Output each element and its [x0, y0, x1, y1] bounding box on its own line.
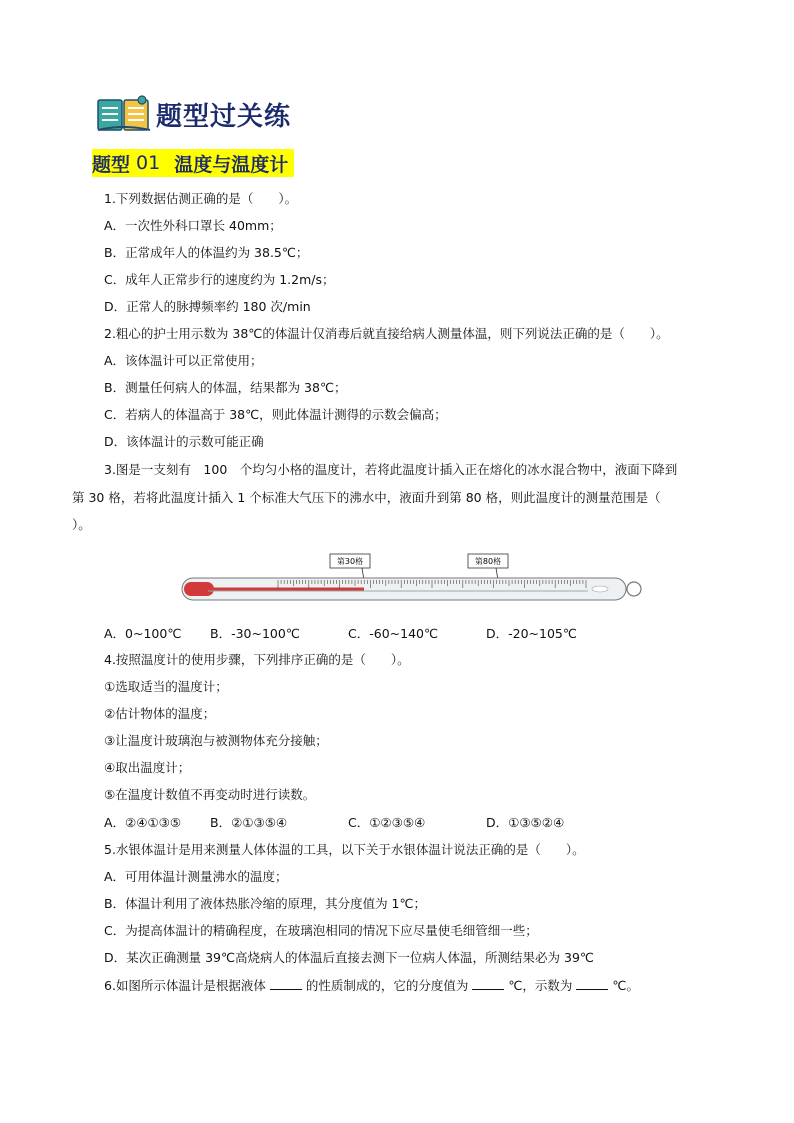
q6-blank-1[interactable] [270, 977, 302, 990]
q6-blank-3[interactable] [576, 977, 608, 990]
q5-option-c: C．为提高体温计的精确程度，在玻璃泡相同的情况下应尽量使毛细管细一些； [104, 923, 538, 938]
book-icon [96, 94, 152, 134]
section-title: 温度与温度计 [174, 153, 289, 176]
label-30: 第30格 [336, 557, 364, 566]
q4-option-a: A．②④①③⑤ [104, 815, 182, 830]
q3-option-c: C．-60~140℃ [348, 626, 439, 641]
q3-stem-line3: ）。 [72, 517, 91, 532]
q4-stem: 4.按照温度计的使用步骤，下列排序正确的是（ ）。 [104, 652, 410, 667]
q2-option-a: A．该体温计可以正常使用； [104, 353, 263, 368]
q5-option-b: B．体温计利用了液体热胀冷缩的原理，其分度值为 1℃； [104, 896, 427, 911]
q3-option-b: B．-30~100℃ [210, 626, 300, 641]
q6-stem [104, 977, 639, 994]
q2-stem: 2.粗心的护士用示数为 38℃的体温计仅消毒后就直接给病人测量体温，则下列说法正确的是（ ）。 [104, 326, 669, 341]
q1-stem: 1.下列数据估测正确的是（ ）。 [104, 191, 298, 206]
section-heading [92, 149, 294, 177]
label-80: 第80格 [474, 557, 502, 566]
mercury-column [208, 588, 364, 591]
q3-option-d: D．-20~105℃ [486, 626, 577, 641]
q4-step-4: ④取出温度计； [104, 760, 191, 775]
section-label: 题型 [92, 153, 131, 176]
q1-option-b: B．正常成年人的体温约为 38.5℃； [104, 245, 309, 260]
page-header [96, 92, 291, 136]
q6-part-2: 的性质制成的，它的分度值为 [305, 978, 469, 993]
thermometer-figure [178, 548, 646, 604]
q3-stem-line1: 3.图是一支刻有 100 个均匀小格的温度计，若将此温度计插入正在熔化的冰水混合物中，液面下降到 [104, 462, 678, 477]
q4-option-b: B．②①③⑤④ [210, 815, 288, 830]
page-title: 题型过关练 [156, 101, 292, 132]
q4-option-d: D．①③⑤②④ [486, 815, 565, 830]
q4-option-c: C．①②③⑤④ [348, 815, 426, 830]
q3-option-a: A．0~100℃ [104, 626, 182, 641]
q6-part-1: 6.如图所示体温计是根据液体 [104, 978, 266, 993]
q6-blank-2[interactable] [472, 977, 504, 990]
q6-part-3: ℃，示数为 [508, 978, 573, 993]
q4-step-5: ⑤在温度计数值不再变动时进行读数。 [104, 787, 316, 802]
q5-option-d: D．某次正确测量 39℃高烧病人的体温后直接去测下一位病人体温，所测结果必为 39℃ [104, 950, 594, 965]
q5-stem: 5.水银体温计是用来测量人体体温的工具，以下关于水银体温计说法正确的是（ ）。 [104, 842, 585, 857]
q2-option-c: C．若病人的体温高于 38℃，则此体温计测得的示数会偏高； [104, 407, 447, 422]
q4-step-2: ②估计物体的温度； [104, 706, 216, 721]
q1-option-a: A．一次性外科口罩长 40mm； [104, 218, 282, 233]
q2-option-b: B．测量任何病人的体温，结果都为 38℃； [104, 380, 347, 395]
thermometer-loop [627, 582, 641, 596]
q1-option-d: D．正常人的脉搏频率约 180 次/min [104, 299, 311, 314]
q4-step-3: ③让温度计玻璃泡与被测物体充分接触； [104, 733, 328, 748]
q6-part-4: ℃。 [612, 978, 639, 993]
q2-option-d: D．该体温计的示数可能正确 [104, 434, 264, 449]
q3-stem-line2: 第 30 格，若将此温度计插入 1 个标准大气压下的沸水中，液面升到第 80 格，则此温度计的测量范围是（ [72, 490, 661, 505]
q4-step-1: ①选取适当的温度计； [104, 679, 228, 694]
section-code: 01 [136, 152, 161, 174]
q1-option-c: C．成年人正常步行的速度约为 1.2m/s； [104, 272, 335, 287]
q5-option-a: A．可用体温计测量沸水的温度； [104, 869, 288, 884]
